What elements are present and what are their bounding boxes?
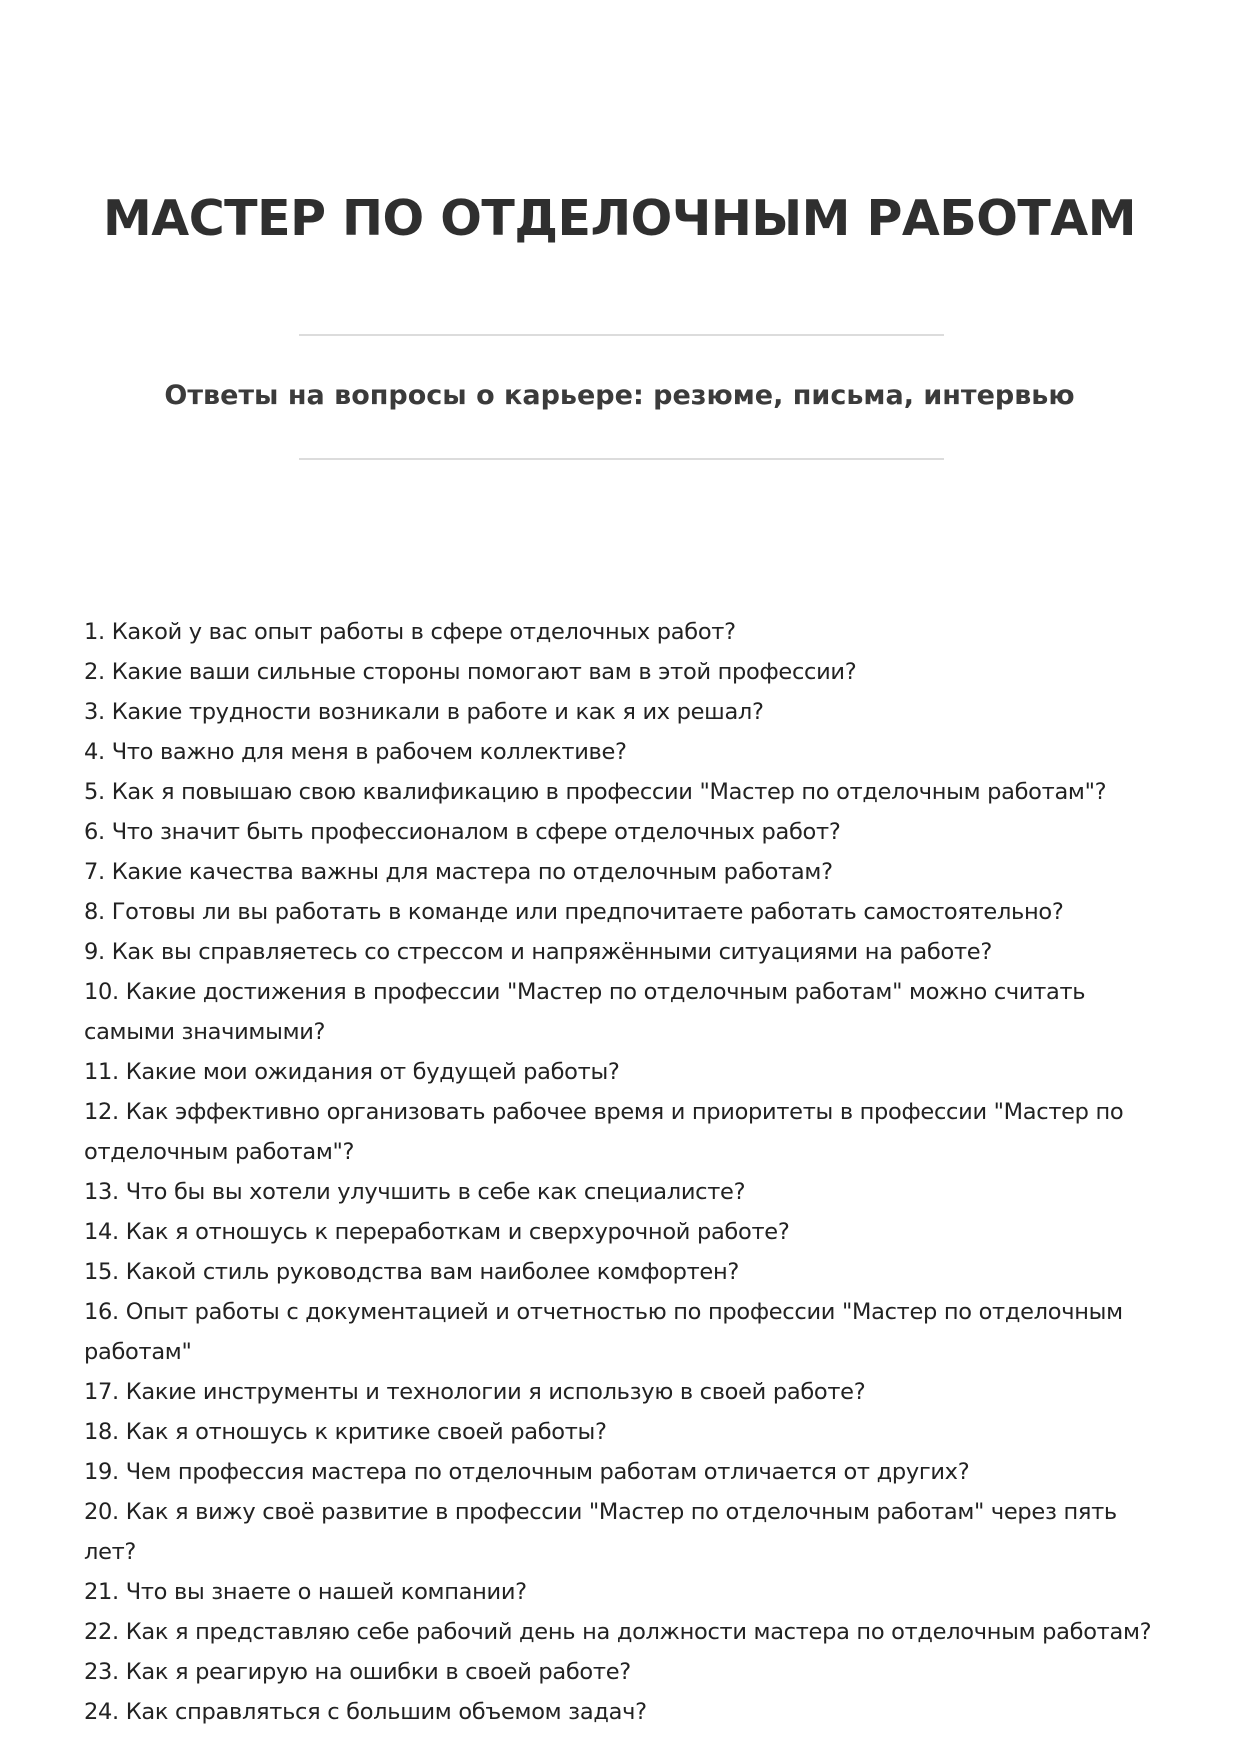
question-item: 12. Как эффективно организовать рабочее время и приоритеты в профессии "Мастер по отделочным работам"? xyxy=(84,1099,1124,1165)
divider-top xyxy=(299,334,944,336)
divider-bottom xyxy=(299,458,944,460)
question-item: 21. Что вы знаете о нашей компании? xyxy=(84,1579,527,1605)
question-item: 8. Готовы ли вы работать в команде или предпочитаете работать самостоятельно? xyxy=(84,899,1064,925)
question-item: 9. Как вы справляетесь со стрессом и напряжёнными ситуациями на работе? xyxy=(84,939,992,965)
question-item: 6. Что значит быть профессионалом в сфере отделочных работ? xyxy=(84,819,841,845)
question-item: 24. Как справляться с большим объемом задач? xyxy=(84,1699,647,1725)
question-item: 17. Какие инструменты и технологии я использую в своей работе? xyxy=(84,1379,866,1405)
questions-list xyxy=(84,612,1174,1732)
question-item: 3. Какие трудности возникали в работе и как я их решал? xyxy=(84,699,764,725)
page-subtitle: Ответы на вопросы о карьере: резюме, письма, интервью xyxy=(164,380,1075,411)
question-item: 13. Что бы вы хотели улучшить в себе как специалисте? xyxy=(84,1179,746,1205)
question-item: 11. Какие мои ожидания от будущей работы? xyxy=(84,1059,620,1085)
question-item: 20. Как я вижу своё развитие в профессии "Мастер по отделочным работам" через пять лет? xyxy=(84,1499,1117,1565)
question-item: 10. Какие достижения в профессии "Мастер по отделочным работам" можно считать самыми значимыми? xyxy=(84,979,1086,1045)
question-item: 18. Как я отношусь к критике своей работы? xyxy=(84,1419,607,1445)
question-item: 1. Какой у вас опыт работы в сфере отделочных работ? xyxy=(84,619,736,645)
question-item: 16. Опыт работы с документацией и отчетностью по профессии "Мастер по отделочным работам" xyxy=(84,1299,1123,1365)
question-item: 23. Как я реагирую на ошибки в своей работе? xyxy=(84,1659,631,1685)
question-item: 15. Какой стиль руководства вам наиболее комфортен? xyxy=(84,1259,740,1285)
question-item: 7. Какие качества важны для мастера по отделочным работам? xyxy=(84,859,833,885)
question-item: 22. Как я представляю себе рабочий день на должности мастера по отделочным работам? xyxy=(84,1619,1152,1645)
question-item: 2. Какие ваши сильные стороны помогают вам в этой профессии? xyxy=(84,659,857,685)
page-title: МАСТЕР ПО ОТДЕЛОЧНЫМ РАБОТАМ xyxy=(103,190,1136,247)
question-item: 4. Что важно для меня в рабочем коллективе? xyxy=(84,739,627,765)
question-item: 19. Чем профессия мастера по отделочным работам отличается от других? xyxy=(84,1459,970,1485)
question-item: 5. Как я повышаю свою квалификацию в профессии "Мастер по отделочным работам"? xyxy=(84,779,1107,805)
question-item: 14. Как я отношусь к переработкам и сверхурочной работе? xyxy=(84,1219,790,1245)
